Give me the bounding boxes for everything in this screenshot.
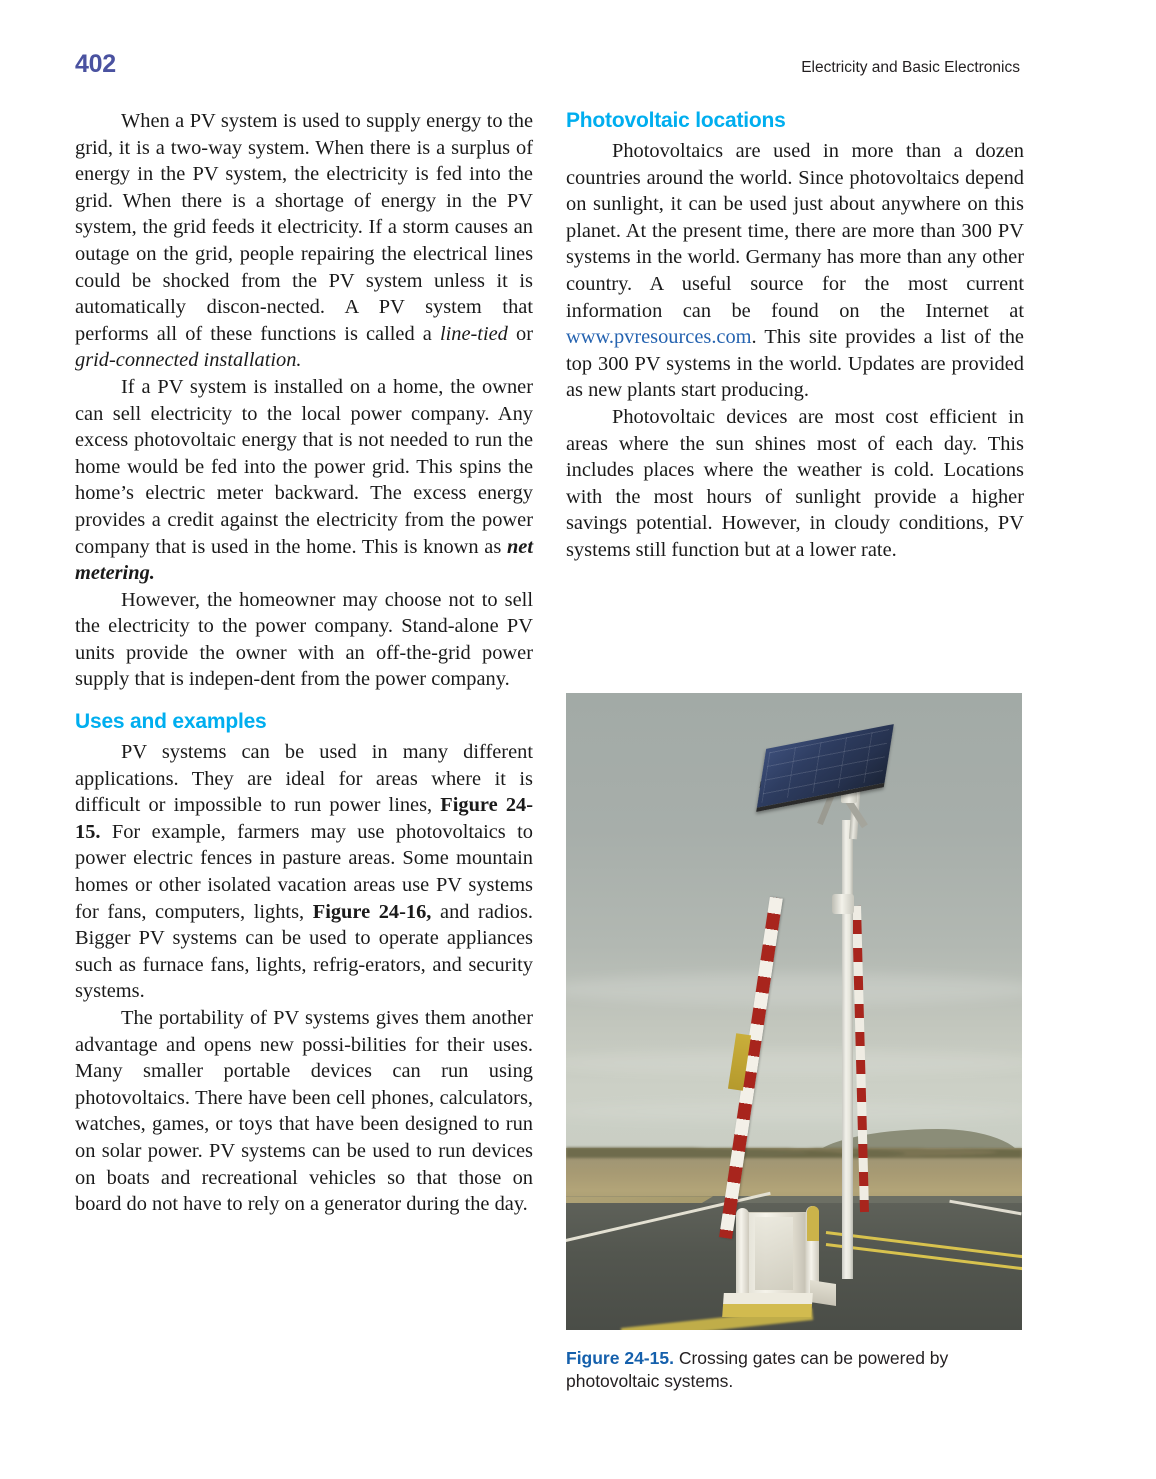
pole-collar [832,894,854,914]
protective-bollard-yellow-cap [807,1206,819,1241]
left-column [75,108,533,1218]
right-column [566,108,1024,564]
concrete-base [810,1280,836,1306]
text-run: The portability of PV systems gives them another advantage and opens new possi-bilities for their uses. Many smaller portable devices can run using photovoltaics. There have been cell phones, calculators, watches, games, or toys that have been designed to run on solar power. PV systems can be used to run devices on boats and recreational vehicles so that those on board do not have to rely on a generator during the day. [75,1007,533,1216]
paragraph [566,404,1024,564]
paragraph [75,374,533,587]
section-heading-uses-and-examples: Uses and examples [75,710,267,734]
text-run: When a PV system is used to supply energy to the grid, it is a two-way system. When there is a surplus of energy in the PV system, the electricity is fed into the grid. When there is a shortage of energy in the PV system, the grid feeds it electricity. If a storm causes an outage on the grid, people repairing the electrical lines could be shocked from the PV system unless it is automatically discon-nected. A PV system that performs all of these functions is called a [75,110,533,345]
paragraph [75,1005,533,1218]
text-run: Photovoltaic devices are most cost efficient in areas where the sun shines most of each day. This includes places where the weather is cold. Locations with the most hours of sunlight provide a higher savings potential. However, in cloudy conditions, PV systems still function but at a lower rate. [566,405,1024,561]
paragraph [566,138,1024,404]
cloud-band [566,1050,1022,1075]
figure-caption [566,1330,1022,1393]
photo-crossing-gate [566,693,1022,1330]
figure-reference: Figure 24-15. [75,794,533,843]
text-run: PV systems can be used in many different applications. They are ideal for areas where it is difficult or impossible to run power lines, [75,741,533,817]
running-head [75,52,1020,84]
figure-24-15 [566,693,1022,1393]
section-heading-photovoltaic-locations: Photovoltaic locations [566,109,786,132]
text-run: and radios. Bigger PV systems can be used to operate appliances such as furnace fans, lights, refrig-erators, and security systems. [75,900,533,1003]
paragraph [75,108,533,374]
external-link-pvresources[interactable]: www.pvresources.com [566,326,752,349]
cloud-band [566,973,1022,1005]
paragraph [75,739,533,1005]
page-number: 402 [75,50,116,78]
figure-caption-label: Figure 24-15. [566,1348,674,1368]
figure-caption-text: Crossing gates can be powered by photovoltaic systems. [566,1348,949,1391]
text-run: If a PV system is installed on a home, the owner can sell electricity to the local power company. Any excess photovoltaic energy that is not needed to run the home would be fed into the power grid. This spins the home’s electric meter backward. The excess energy provides a credit against the electricity from the power company that is used in the home. This is known as [75,375,533,558]
cloud-band [566,1101,1022,1123]
cabinet-door [755,1217,793,1290]
text-run-italic: line-tied [439,322,508,345]
figure-reference: Figure 24-16, [312,900,432,923]
paragraph [75,587,533,693]
book-title: Electricity and Basic Electronics [801,59,1020,76]
text-run: . This site provides a list of the top 300 PV systems in the world. Updates are provided as new plants start producing. [566,326,1024,402]
text-run: However, the homeowner may choose not to sell the electricity to the power company. Stand-alone PV units provide the owner with an off-the-grid power supply that is indepen-dent from the power company. [75,588,533,691]
support-pole [842,820,853,1279]
text-run: or [507,322,533,345]
text-run: Photovoltaics are used in more than a dozen countries around the world. Since photovoltaics depend on sunlight, it can be used just about anywhere on this planet. At the present time, there are more than 300 PV systems in the world. Germany has more than any other country. A useful source for the most current information can be found on the Internet at [566,140,1024,322]
text-run-bold-italic: net metering. [75,535,533,585]
protective-bollard [736,1208,749,1300]
concrete-base [722,1293,813,1317]
spacer [75,693,533,709]
text-run: For example, farmers may use photovoltaics to power electric fences in pasture areas. Some mountain homes or other isolated vacation areas use PV systems for fans, computers, lights, [75,820,533,923]
text-run-italic: grid-connected installation. [75,349,302,372]
